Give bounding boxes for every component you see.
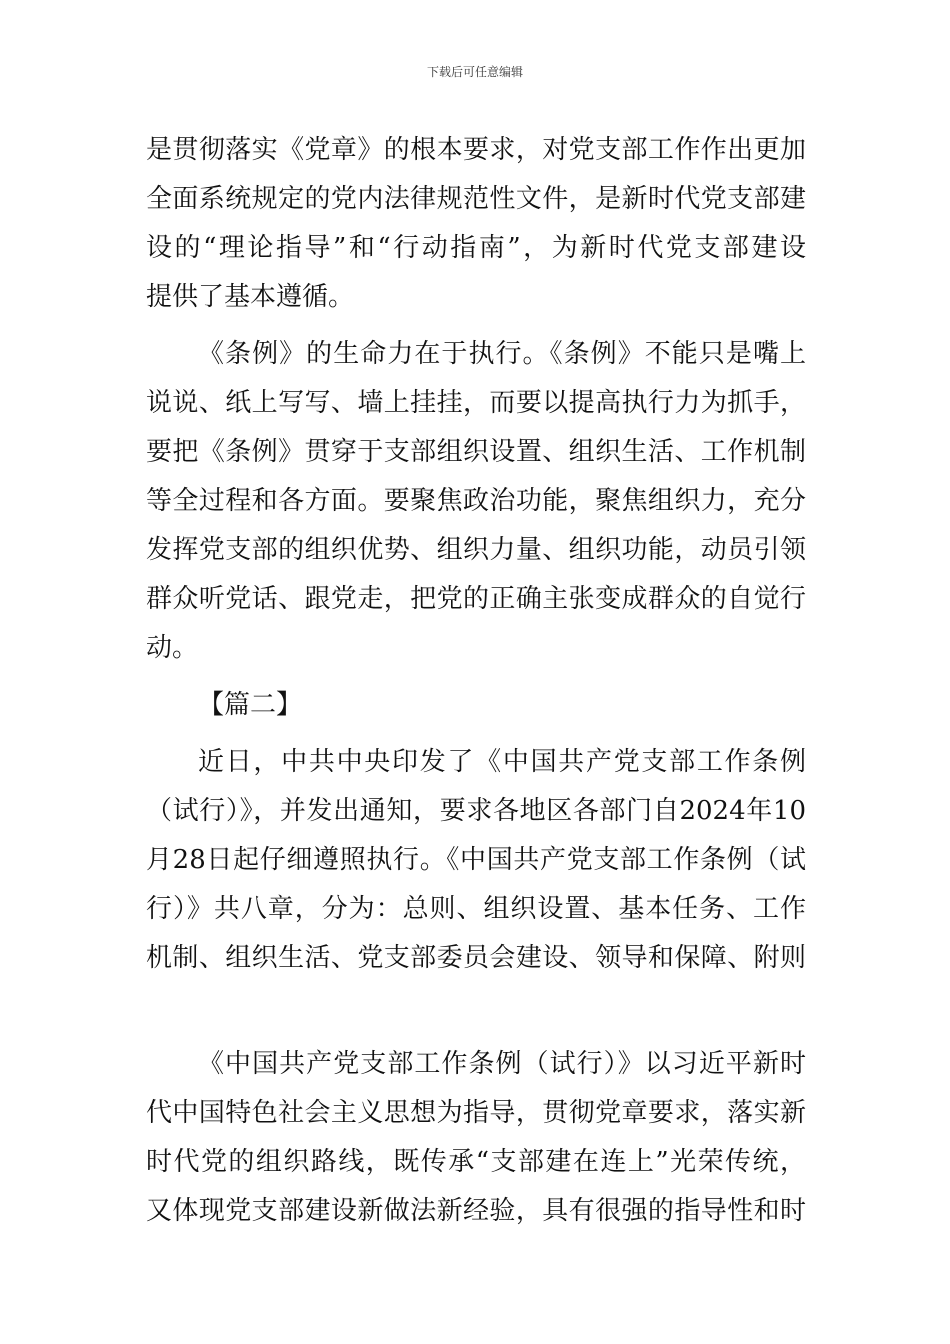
- text-line: 月28日起仔细遵照执行。《中国共产党支部工作条例（试: [146, 845, 806, 875]
- text-line: 又体现党支部建设新做法新经验，具有很强的指导性和时: [146, 1196, 806, 1226]
- text-line: 代中国特色社会主义思想为指导，贯彻党章要求，落实新: [146, 1098, 806, 1128]
- text-line: 《中国共产党支部工作条例（试行）》以习近平新时: [198, 1049, 806, 1079]
- document-body: [146, 126, 806, 1236]
- text-line: 近日，中共中央印发了《中国共产党支部工作条例: [198, 747, 806, 777]
- page-header: 下载后可任意编辑: [426, 65, 523, 79]
- text-line: 动。: [146, 633, 199, 663]
- text-line: （试行）》，并发出通知，要求各地区各部门自2024年10: [146, 796, 806, 826]
- section-heading: 【篇二】: [198, 690, 303, 720]
- text-line: 是贯彻落实《党章》的根本要求，对党支部工作作出更加: [146, 135, 806, 165]
- text-line: 提供了基本遵循。: [146, 282, 355, 312]
- text-line: 时代党的组织路线，既传承“支部建在连上”光荣传统，: [146, 1147, 806, 1177]
- text-line: 机制、组织生活、党支部委员会建设、领导和保障、附则: [146, 943, 806, 973]
- text-line: 说说、纸上写写、墙上挂挂，而要以提高执行力为抓手，: [146, 388, 806, 418]
- text-line: 行）》共八章，分为：总则、组织设置、基本任务、工作: [146, 894, 806, 924]
- text-line: 群众听党话、跟党走，把党的正确主张变成群众的自觉行: [146, 584, 806, 614]
- text-line: 等全过程和各方面。要聚焦政治功能，聚焦组织力，充分: [146, 486, 806, 516]
- text-line: 设的“理论指导”和“行动指南”，为新时代党支部建设: [146, 233, 806, 263]
- text-line: 发挥党支部的组织优势、组织力量、组织功能，动员引领: [146, 535, 806, 565]
- text-line: 《条例》的生命力在于执行。《条例》不能只是嘴上: [198, 339, 806, 369]
- text-line: 全面系统规定的党内法律规范性文件，是新时代党支部建: [146, 184, 806, 214]
- text-line: 要把《条例》贯穿于支部组织设置、组织生活、工作机制: [146, 437, 806, 467]
